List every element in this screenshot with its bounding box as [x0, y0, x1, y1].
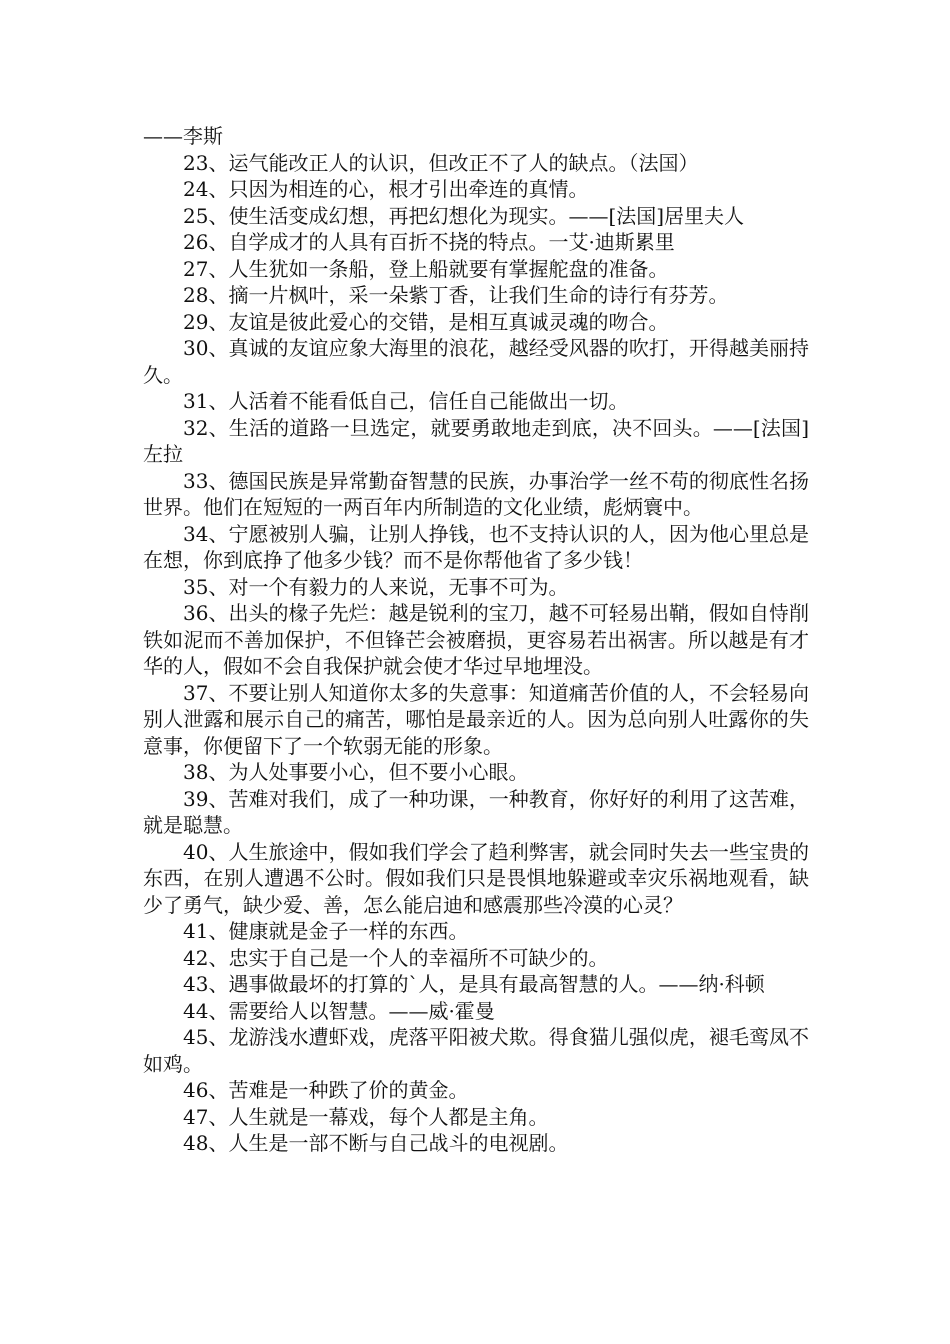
quote-37: 37、不要让别人知道你太多的失意事：知道痛苦价值的人，不会轻易向别人泄露和展示自己的痛苦，哪怕是最亲近的人。因为总向别人吐露你的失意事，你便留下了一个软弱无能的形象。	[143, 680, 809, 758]
quote-41: 41、健康就是金子一样的东西。	[183, 919, 469, 943]
quote-48: 48、人生是一部不断与自己战斗的电视剧。	[183, 1131, 569, 1155]
quote-26: 26、自学成才的人具有百折不挠的特点。一艾·迪斯累里	[183, 230, 675, 254]
document-body	[143, 123, 809, 1157]
quote-42: 42、忠实于自己是一个人的幸福所不可缺少的。	[183, 945, 609, 970]
quote-25: 25、使生活变成幻想，再把幻想化为现实。——[法国]居里夫人	[183, 203, 745, 228]
quote-32: 32、生活的道路一旦选定，就要勇敢地走到底，决不回头。——[法国]左拉	[143, 415, 809, 466]
quote-38: 38、为人处事要小心，但不要小心眼。	[183, 760, 529, 784]
quote-23: 23、运气能改正人的认识，但改正不了人的缺点。（法国）	[183, 150, 699, 175]
quote-46: 46、苦难是一种跌了价的黄金。	[183, 1078, 469, 1102]
quote-24: 24、只因为相连的心，根才引出牵连的真情。	[183, 177, 589, 201]
quote-44: 44、需要给人以智慧。——威·霍曼	[183, 998, 495, 1023]
quote-27: 27、人生犹如一条船，登上船就要有掌握舵盘的准备。	[183, 256, 669, 281]
quote-29: 29、友谊是彼此爱心的交错，是相互真诚灵魂的吻合。	[183, 309, 669, 334]
quote-36: 36、出头的椽子先烂：越是锐利的宝刀，越不可轻易出鞘，假如自恃削铁如泥而不善加保护，不但锋芒会被磨损，更容易若出祸害。所以越是有才华的人，假如不会自我保护就会使才华过早地埋没。	[143, 601, 809, 678]
quote-45: 45、龙游浅水遭虾戏，虎落平阳被犬欺。得食猫儿强似虎，褪毛鸾凤不如鸡。	[143, 1025, 809, 1076]
quote-33: 33、德国民族是异常勤奋智慧的民族，办事治学一丝不苟的彻底性名扬世界。他们在短短的一两百年内所制造的文化业绩，彪炳寰中。	[143, 468, 809, 519]
quote-43: 43、遇事做最坏的打算的`人，是具有最高智慧的人。——纳·科顿	[183, 972, 765, 996]
quote-39: 39、苦难对我们，成了一种功课，一种教育，你好好的利用了这苦难，就是聪慧。	[143, 786, 809, 837]
quote-47: 47、人生就是一幕戏，每个人都是主角。	[183, 1104, 549, 1129]
quote-30: 30、真诚的友谊应象大海里的浪花，越经受风器的吹打，开得越美丽持久。	[143, 336, 809, 387]
quote-35: 35、对一个有毅力的人来说，无事不可为。	[183, 574, 569, 599]
quote-line: ——李斯	[143, 124, 223, 148]
quote-34: 34、宁愿被别人骗，让别人挣钱，也不支持认识的人，因为他心里总是在想，你到底挣了他多少钱？而不是你帮他省了多少钱！	[143, 521, 809, 572]
quote-31: 31、人活着不能看低自己，信任自己能做出一切。	[183, 389, 629, 413]
quote-28: 28、摘一片枫叶，采一朵紫丁香，让我们生命的诗行有芬芳。	[183, 283, 729, 307]
quote-40: 40、人生旅途中，假如我们学会了趋利弊害，就会同时失去一些宝贵的东西，在别人遭遇不公时。假如我们只是畏惧地躲避或幸灾乐祸地观看，缺少了勇气，缺少爱、善，怎么能启迪和感震那些冷漠的心灵？	[143, 839, 809, 917]
